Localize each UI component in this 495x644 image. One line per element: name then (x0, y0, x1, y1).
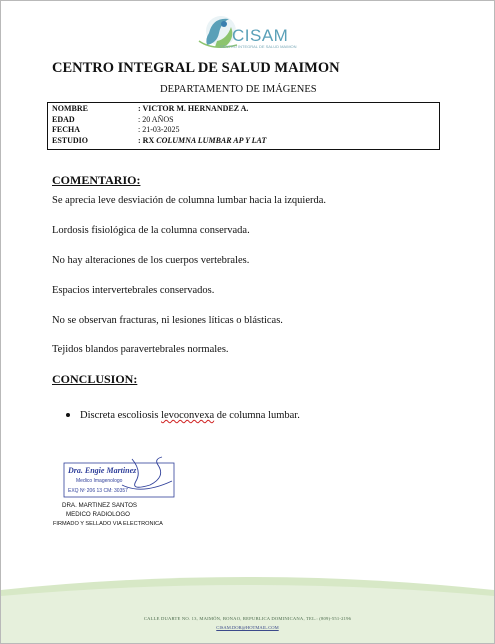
info-label: NOMBRE (52, 104, 88, 113)
info-label: ESTUDIO (52, 135, 89, 145)
comment-line: No se observan fracturas, ni lesiones líticas o blásticas. (52, 315, 283, 326)
stamp-name: Dra. Engie Martinez (68, 466, 137, 475)
conclusion-heading: CONCLUSION: (52, 372, 138, 386)
stamp-role: Medico Imagenologo (76, 478, 123, 484)
study-type: RX (140, 135, 157, 145)
comment-heading: COMENTARIO: (52, 173, 141, 187)
conclusion-text: de columna lumbar. (214, 410, 300, 421)
study-detail: COLUMNA LUMBAR AP Y LAT (156, 135, 267, 145)
comment-line: No hay alteraciones de los cuerpos vertebrales. (52, 255, 250, 266)
patient-info-box (47, 102, 440, 150)
signer-role: MEDICO RADIOLOGO (66, 511, 130, 518)
info-value: : 21-03-2025 (138, 125, 180, 134)
logo-tagline: CENTRO INTEGRAL DE SALUD MAIMON (220, 44, 297, 49)
stamp-exequatur: EXQ Nº 206 13 CM: 30357 (68, 488, 128, 494)
logo-brand: CISAM (232, 26, 289, 45)
footer-email (0, 625, 495, 630)
comment-line: Lordosis fisiológica de la columna conservada. (52, 225, 250, 236)
center-title: CENTRO INTEGRAL DE SALUD MAIMON (52, 60, 340, 76)
info-row-age (52, 115, 435, 126)
department-title: DEPARTAMENTO DE IMÁGENES (160, 84, 317, 95)
signer-name: DRA. MARTINEZ SANTOS (62, 502, 138, 509)
info-label: EDAD (52, 114, 75, 124)
conclusion-text: Discreta escoliosis (80, 410, 162, 421)
footer-address: CALLE DUARTE NO. 13, MAIMÓN, BONAO, REPUBLICA DOMINICANA, TEL.: (809)-551-2196 (143, 616, 352, 621)
comment-line: Espacios intervertebrales conservados. (52, 285, 215, 296)
study-prefix: : (138, 135, 141, 145)
footer-email-link[interactable]: CISAM.DOR@HOTMAIL.COM (216, 625, 279, 630)
conclusion-item (80, 410, 300, 421)
info-value: : VICTOR M. HERNANDEZ A. (138, 104, 249, 113)
info-label: FECHA (52, 125, 80, 134)
comment-line: Se aprecia leve desviación de columna lumbar hacia la izquierda. (52, 195, 327, 206)
signature-note: FIRMADO Y SELLADO VIA ELECTRONICA (53, 521, 163, 527)
spellcheck-flagged-word: levoconvexa (161, 410, 215, 421)
signature-stamp (62, 455, 180, 501)
info-value: : 20 AÑOS (138, 114, 174, 124)
comment-line: Tejidos blandos paravertebrales normales. (52, 344, 229, 355)
info-row-study (52, 136, 435, 147)
bullet-dot (66, 413, 70, 417)
info-row-date (52, 125, 435, 136)
footer-wave (1, 572, 494, 643)
info-value (138, 136, 266, 147)
info-row-name (52, 104, 435, 115)
